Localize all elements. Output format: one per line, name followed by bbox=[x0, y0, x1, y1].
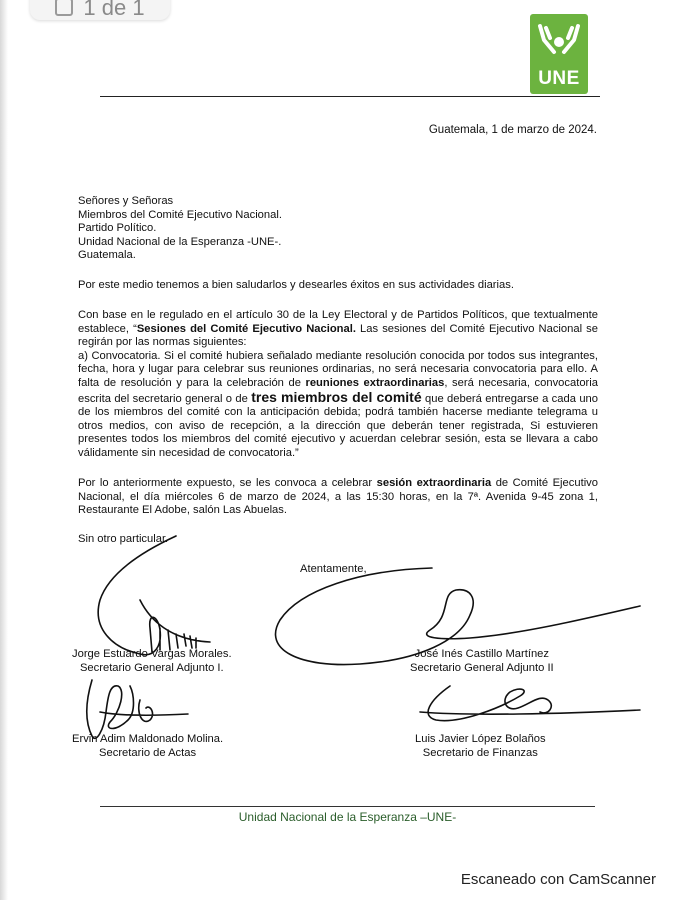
emphasis-text: sesión extraordinaria bbox=[376, 477, 492, 489]
signature-lopez bbox=[420, 686, 640, 721]
legal-text: Con base en le regulado en el artículo 30 de la Ley Electoral y de Partidos Políticos, que textualmente establece, “ bbox=[78, 309, 598, 335]
page-icon bbox=[55, 0, 73, 16]
signature-vargas bbox=[98, 536, 210, 655]
convocation-text: de Comité Ejecutivo Nacional, el día miércoles 6 de marzo de 2024, a las 15:30 horas, en la 7ª. Avenida 9-45 zona 1, Restaurante El Adobe, salón Las Abuelas. bbox=[78, 477, 598, 517]
address-line: Señores y Señoras bbox=[78, 195, 174, 207]
signatory-block bbox=[72, 647, 232, 675]
footer-rule bbox=[100, 806, 595, 807]
letter-date: Guatemala, 1 de marzo de 2024. bbox=[428, 124, 597, 136]
raised-hands-icon bbox=[530, 14, 588, 72]
signatory-name: Ervin Adim Maldonado Molina. bbox=[72, 733, 224, 745]
signatory-block bbox=[410, 647, 554, 675]
legal-text: Las sesiones del Comité Ejecutivo Nacional se regirán por las normas siguientes: bbox=[78, 322, 598, 349]
legal-text: , será necesaria, convocatoria escrita del secretario general o de bbox=[78, 376, 598, 405]
signature-maldonado bbox=[87, 680, 188, 738]
footer-organization: Unidad Nacional de la Esperanza –UNE- bbox=[238, 810, 457, 824]
convocation-text: Por lo anteriormente expuesto, se les convoca a celebrar bbox=[78, 477, 377, 489]
scanner-watermark: Escaneado con CamScanner bbox=[460, 871, 656, 888]
greeting-paragraph: Por este medio tenemos a bien saludarlos y desearles éxitos en sus actividades diarias. bbox=[78, 279, 514, 291]
legal-heading: Sesiones del Comité Ejecutivo Nacional. bbox=[136, 322, 356, 335]
signatory-title: Secretario General Adjunto I. bbox=[79, 662, 224, 674]
address-line: Guatemala. bbox=[78, 249, 136, 262]
signatory-name: Luis Javier López Bolaños bbox=[415, 733, 546, 745]
address-block bbox=[78, 195, 598, 263]
signatory-block bbox=[72, 732, 223, 760]
page-edge-shadow bbox=[0, 0, 8, 900]
address-line: Miembros del Comité Ejecutivo Nacional. bbox=[78, 208, 282, 221]
une-logo bbox=[530, 14, 588, 94]
page-indicator[interactable] bbox=[30, 0, 170, 20]
closing-line: Sin otro particular. bbox=[78, 533, 169, 545]
header-rule bbox=[100, 96, 600, 97]
sign-off: Atentamente, bbox=[300, 563, 367, 575]
emphasis-text: reuniones extraordinarias bbox=[305, 376, 445, 389]
signatory-title: Secretario General Adjunto II bbox=[410, 662, 554, 674]
legal-paragraph bbox=[78, 309, 598, 461]
signatory-name: Jorge Estuardo Vargas Morales. bbox=[72, 648, 232, 660]
legal-text: que deberá entregarse a cada uno de los miembros del comité con la anticipación debida; podrá también hacerse mediante telegrama u otros medios, con aviso de recepción, a la dirección que deberán tener registrada, Si estuvieren presentes todos los miembros del comité ejecutivo y acuerdan celebrar sesión, esta se llevara a cabo válidamente sin necesidad de convocatoria.” bbox=[78, 392, 598, 459]
signatory-name: José Inés Castillo Martínez bbox=[414, 648, 549, 660]
convocation-paragraph bbox=[78, 477, 598, 518]
logo-text: UNE bbox=[538, 68, 580, 89]
signatory-title: Secretario de Actas bbox=[99, 747, 197, 759]
page-indicator-label: 1 de 1 bbox=[83, 0, 145, 20]
signatory-title: Secretario de Finanzas bbox=[422, 747, 538, 759]
signatory-block bbox=[415, 732, 546, 760]
address-line: Unidad Nacional de la Esperanza -UNE-. bbox=[78, 235, 282, 248]
emphasis-text-large: tres miembros del comité bbox=[251, 388, 422, 405]
address-line: Partido Político. bbox=[78, 222, 157, 235]
legal-text: a) Convocatoria. Si el comité hubiera señalado mediante resolución conocida por todos sus integrantes, fecha, hora y lugar para celebrar sus reuniones ordinarias, no será necesaria convocatoria para ello. A falta de resolución y para la celebración de bbox=[78, 349, 598, 389]
